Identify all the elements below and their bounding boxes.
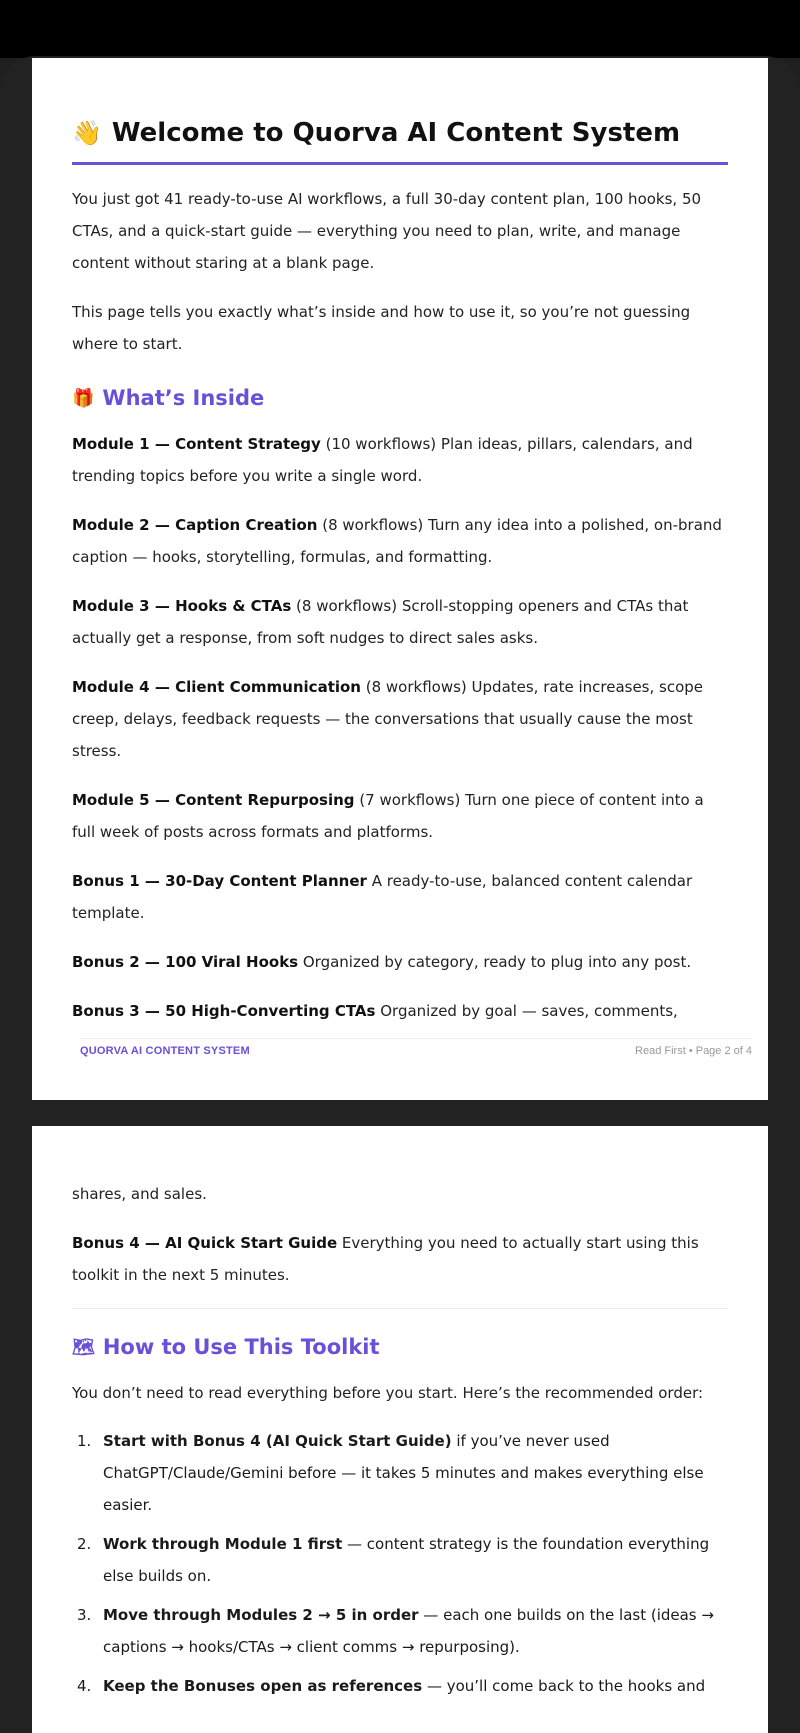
bonus-desc: A ready-to-use, balanced content calendar template. bbox=[72, 872, 693, 922]
step-rest: if you’ve never used ChatGPT/Claude/Gemini before — it takes 5 minutes and makes everything else easier. bbox=[103, 1432, 704, 1514]
how-intro-paragraph: You don’t need to read everything before you start. Here’s the recommended order: bbox=[72, 1384, 704, 1402]
bonus-desc: Organized by goal — saves, comments, bbox=[380, 1002, 678, 1020]
page-body bbox=[32, 58, 768, 1032]
step-bold: Start with Bonus 4 (AI Quick Start Guide) bbox=[103, 1432, 452, 1450]
bonus-title: Bonus 1 — 30-Day Content Planner bbox=[72, 872, 367, 890]
module-desc: (7 workflows) Turn one piece of content into a full week of posts across formats and platforms. bbox=[72, 791, 704, 841]
list-item bbox=[72, 1425, 728, 1521]
step-text bbox=[103, 1528, 728, 1592]
page-footer bbox=[80, 1038, 752, 1062]
section-heading-text: What’s Inside bbox=[102, 386, 265, 410]
module-desc: (8 workflows) Scroll-stopping openers and CTAs that actually get a response, from soft nudges to direct sales asks. bbox=[72, 597, 689, 647]
footer-page-info: Read First • Page 2 of 4 bbox=[635, 1044, 752, 1057]
intro-paragraph: You just got 41 ready-to-use AI workflows, a full 30-day content plan, 100 hooks, 50 CTAs, and a quick-start guide — everything you need to plan, write, and manage content without staring at a blank page. bbox=[72, 190, 702, 272]
footer-brand: QUORVA AI CONTENT SYSTEM bbox=[80, 1044, 250, 1057]
list-item bbox=[72, 1599, 728, 1663]
bonus-item bbox=[72, 995, 728, 1032]
module-item bbox=[72, 784, 728, 848]
module-title: Module 5 — Content Repurposing bbox=[72, 791, 355, 809]
module-desc: (8 workflows) Updates, rate increases, scope creep, delays, feedback requests — the conversations that usually cause the most stress. bbox=[72, 678, 704, 760]
bonus-desc: Everything you need to actually start using this toolkit in the next 5 minutes. bbox=[72, 1234, 699, 1284]
step-text bbox=[103, 1670, 728, 1702]
step-text bbox=[103, 1425, 728, 1521]
section-heading-whats-inside bbox=[72, 386, 728, 410]
step-rest: — you’ll come back to the hooks and bbox=[422, 1677, 706, 1695]
page-content bbox=[72, 118, 728, 1032]
waving-hand-icon: 👋 bbox=[72, 119, 102, 147]
intro-paragraph: This page tells you exactly what’s inside and how to use it, so you’re not guessing where to start. bbox=[72, 303, 691, 353]
step-number: 4. bbox=[77, 1677, 92, 1695]
bonus-title: Bonus 4 — AI Quick Start Guide bbox=[72, 1234, 338, 1252]
bonus-item bbox=[72, 865, 728, 929]
map-icon: 🗺 bbox=[72, 1336, 95, 1358]
bonus-title: Bonus 2 — 100 Viral Hooks bbox=[72, 953, 299, 971]
step-number: 3. bbox=[77, 1606, 92, 1624]
step-text bbox=[103, 1599, 728, 1663]
page-content bbox=[72, 1178, 728, 1709]
bonus-title: Bonus 3 — 50 High-Converting CTAs bbox=[72, 1002, 376, 1020]
module-item bbox=[72, 428, 728, 492]
step-rest: — content strategy is the foundation everything else builds on. bbox=[103, 1535, 710, 1585]
bonus-item bbox=[72, 946, 728, 978]
bonus-item bbox=[72, 1227, 728, 1291]
module-item bbox=[72, 590, 728, 654]
step-bold: Work through Module 1 first bbox=[103, 1535, 343, 1553]
section-heading-text: How to Use This Toolkit bbox=[102, 1335, 380, 1359]
gift-icon: 🎁 bbox=[72, 387, 95, 409]
page-title-text: Welcome to Quorva AI Content System bbox=[111, 118, 681, 148]
module-desc: (10 workflows) Plan ideas, pillars, calendars, and trending topics before you write a single word. bbox=[72, 435, 693, 485]
page-title bbox=[72, 118, 728, 165]
module-title: Module 4 — Client Communication bbox=[72, 678, 361, 696]
status-bar bbox=[0, 0, 800, 58]
document-page-3 bbox=[32, 1126, 768, 1733]
section-heading-how-to-use bbox=[72, 1335, 728, 1359]
section-divider bbox=[72, 1308, 728, 1309]
step-number: 2. bbox=[77, 1535, 92, 1553]
document-page-2 bbox=[32, 58, 768, 1100]
module-title: Module 3 — Hooks & CTAs bbox=[72, 597, 292, 615]
module-desc: (8 workflows) Turn any idea into a polished, on-brand caption — hooks, storytelling, formulas, and formatting. bbox=[72, 516, 722, 566]
module-item bbox=[72, 509, 728, 573]
step-bold: Keep the Bonuses open as references bbox=[103, 1677, 423, 1695]
step-bold: Move through Modules 2 → 5 in order bbox=[103, 1606, 419, 1624]
bonus-desc: Organized by category, ready to plug into any post. bbox=[298, 953, 692, 971]
steps-list bbox=[72, 1425, 728, 1702]
list-item bbox=[72, 1670, 728, 1702]
step-rest: — each one builds on the last (ideas → captions → hooks/CTAs → client comms → repurposing). bbox=[103, 1606, 714, 1656]
step-number: 1. bbox=[77, 1432, 92, 1450]
list-item bbox=[72, 1528, 728, 1592]
module-title: Module 1 — Content Strategy bbox=[72, 435, 321, 453]
bonus-item-continued: shares, and sales. bbox=[72, 1185, 207, 1203]
module-item bbox=[72, 671, 728, 767]
module-title: Module 2 — Caption Creation bbox=[72, 516, 318, 534]
